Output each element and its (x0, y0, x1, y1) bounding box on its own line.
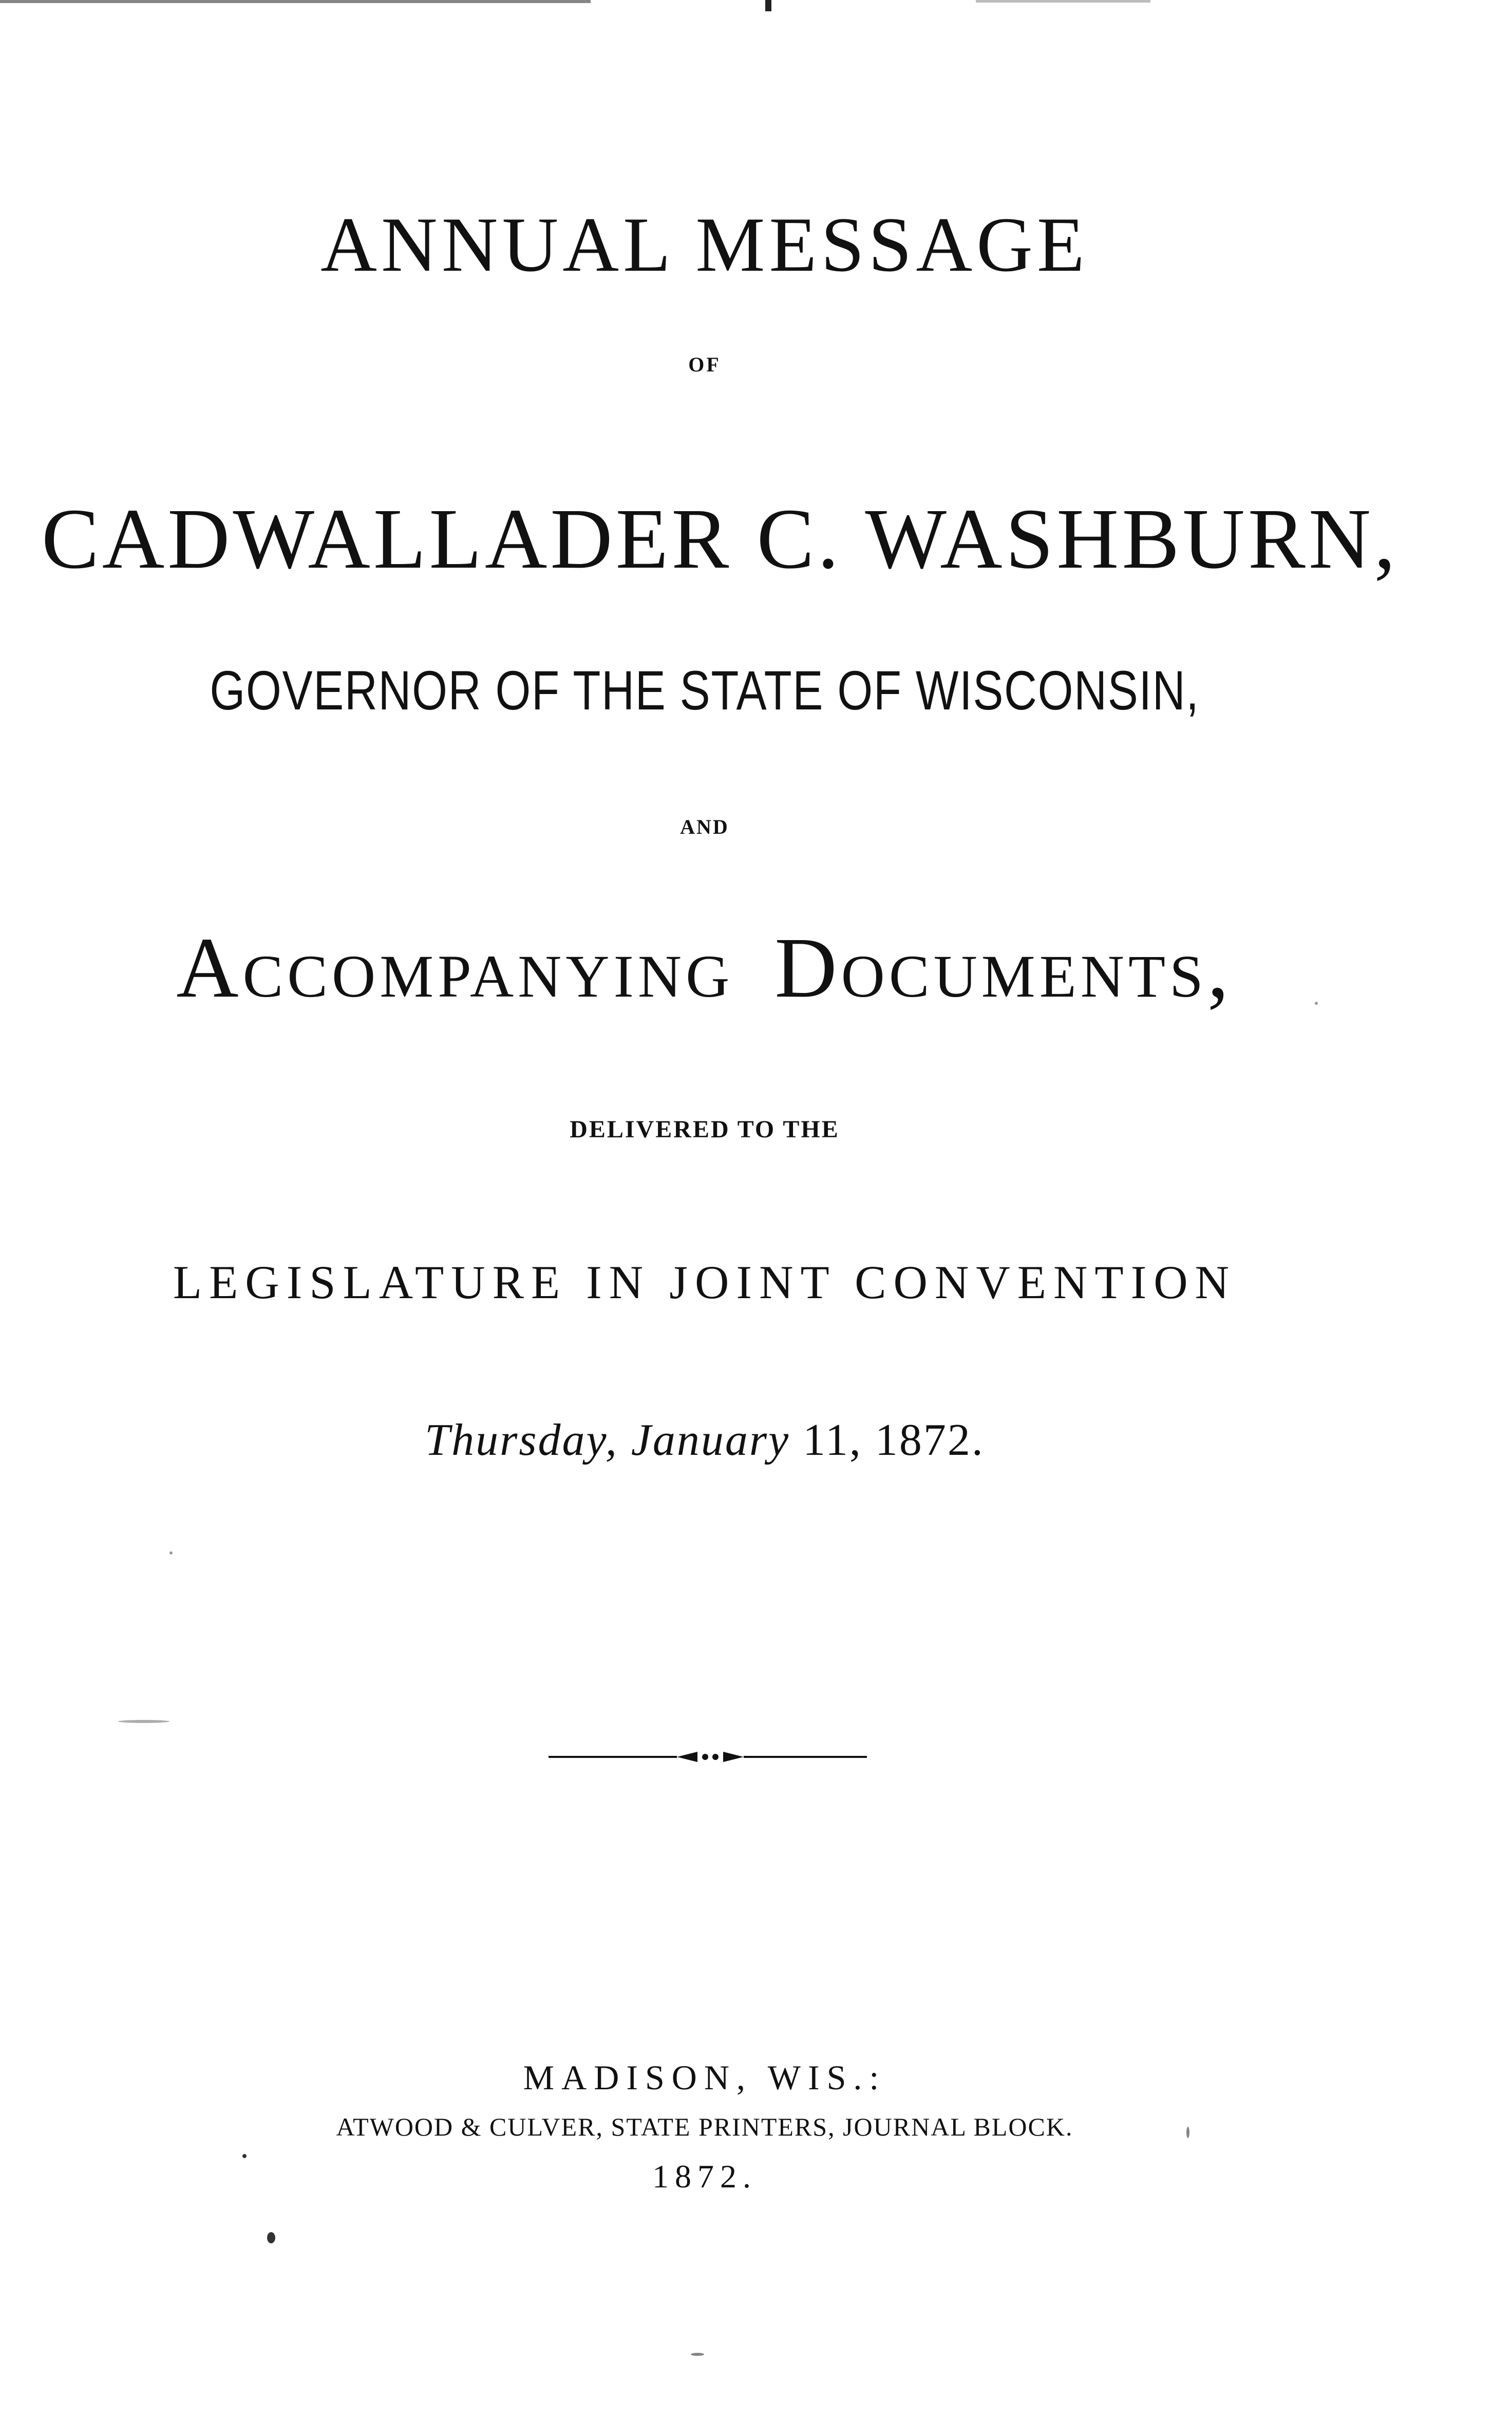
documents-word: Documents, (774, 920, 1233, 1016)
scan-edge-mark (976, 0, 1150, 3)
scan-speck (1315, 1002, 1318, 1005)
of-connector: OF (688, 353, 721, 376)
title: ANNUAL MESSAGE (320, 201, 1089, 288)
scan-speck (1186, 2127, 1189, 2138)
accompanying-documents (0, 920, 1409, 1016)
imprint-place: MADISON, WIS.: (523, 2058, 886, 2097)
scan-speck (118, 1720, 169, 1723)
imprint-printers: ATWOOD & CULVER, STATE PRINTERS, JOURNAL BLOCK. (336, 2112, 1073, 2141)
date-day: Thursday, (425, 1415, 618, 1465)
scan-speck (691, 2353, 704, 2356)
scan-edge-mark (0, 0, 591, 3)
imprint-year: 1872. (652, 2158, 757, 2195)
delivered-to-the: DELIVERED TO THE (570, 1116, 840, 1143)
scan-edge-mark (765, 0, 771, 11)
and-connector: AND (680, 815, 729, 838)
scan-speck (169, 1551, 173, 1554)
governor-office: GOVERNOR OF THE STATE OF WISCONSIN, (210, 659, 1200, 721)
governor-name: CADWALLADER C. WASHBURN, (41, 491, 1399, 587)
date-line (0, 1415, 1409, 1465)
legislature-line: LEGISLATURE IN JOINT CONVENTION (173, 1256, 1237, 1308)
date-month: January (631, 1415, 790, 1465)
ornament-rule (549, 1747, 867, 1767)
scan-speck (267, 2232, 275, 2243)
scan-speck (242, 2154, 247, 2158)
accompanying-word: Accompanying (176, 920, 734, 1016)
date-rest: 11, 1872. (803, 1415, 985, 1465)
